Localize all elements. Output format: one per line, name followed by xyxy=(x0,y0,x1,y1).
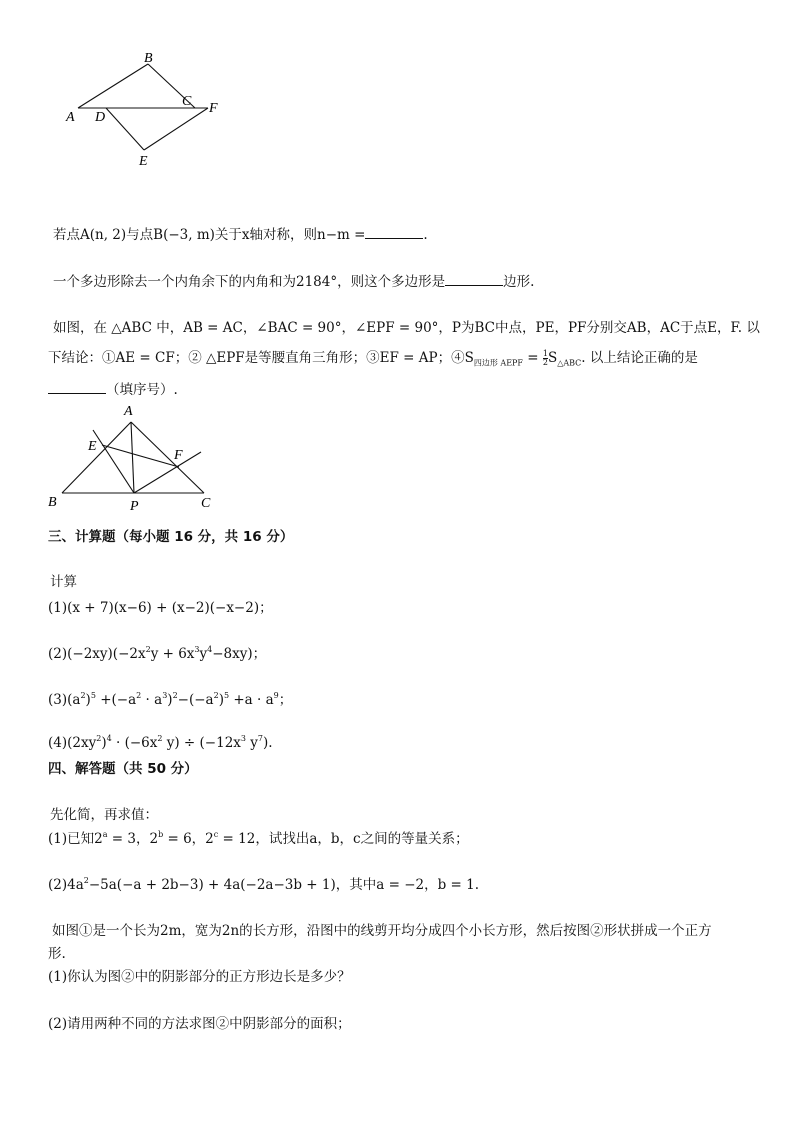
segment-de xyxy=(106,108,144,150)
exponent: 2 xyxy=(136,691,142,700)
exponent: 2 xyxy=(145,645,151,654)
label-a: A xyxy=(66,110,75,125)
text: · a xyxy=(141,692,163,708)
simplify-title: 先化简，再求值： xyxy=(50,807,158,823)
exponent: c xyxy=(213,830,219,839)
text: (1)已知2 xyxy=(48,831,103,847)
exponent: 2 xyxy=(157,734,163,743)
simplify-part-1 xyxy=(48,827,469,847)
segment-ef xyxy=(144,108,208,150)
text: ) xyxy=(101,735,107,751)
figure-isosceles-right-triangle xyxy=(44,400,224,515)
rectangle-question-part-1: (1)你认为图②中的阴影部分的正方形边长是多少？ xyxy=(48,969,351,985)
question-triangle-line-2 xyxy=(48,346,698,367)
text: y xyxy=(199,646,208,662)
exponent: a xyxy=(102,830,108,839)
label-c: C xyxy=(201,496,211,511)
area-symbol: S xyxy=(547,350,558,366)
exponent: 4 xyxy=(106,734,112,743)
question-polygon-end: 边形. xyxy=(503,274,535,290)
question-triangle-conclusions: 下结论：①AE = CF；② △EPF是等腰直角三角形；③EF = AP；④S xyxy=(48,350,474,366)
exponent: 3 xyxy=(162,691,168,700)
section-3-title: 三、计算题（每小题 16 分，共 16 分） xyxy=(48,529,294,545)
figure-1-svg xyxy=(60,48,230,173)
question-triangle-fill-hint: （填序号）. xyxy=(106,382,178,398)
text: ) xyxy=(85,692,91,708)
text: = 12，试找出a，b，c之间的等量关系； xyxy=(218,831,469,847)
text: (3)(a xyxy=(48,692,81,708)
label-a: A xyxy=(124,404,133,419)
exponent: 2 xyxy=(213,691,219,700)
text: = 6，2 xyxy=(163,831,214,847)
label-f: F xyxy=(174,448,183,463)
simplify-part-2 xyxy=(48,873,479,893)
question-symmetry xyxy=(53,223,428,243)
answer-blank xyxy=(445,273,503,286)
text: y xyxy=(246,735,258,751)
calc-part-2 xyxy=(48,642,266,662)
segment-ab xyxy=(78,64,148,108)
label-p: P xyxy=(130,499,139,514)
exponent: 3 xyxy=(240,734,246,743)
text: = 3，2 xyxy=(107,831,159,847)
rectangle-question-line-1: 如图①是一个长为2m，宽为2n的长方形，沿图中的线剪开均分成四个小长方形，然后按图②形状拼成一个正方 xyxy=(52,923,712,939)
text: (4)(2xy xyxy=(48,735,97,751)
label-b: B xyxy=(48,495,57,510)
text: +(−a xyxy=(95,692,137,708)
exponent: b xyxy=(158,830,164,839)
question-triangle-ask: . 以上结论正确的是 xyxy=(581,350,698,366)
section-4-title: 四、解答题（共 50 分） xyxy=(48,761,198,777)
text: y) ÷ (−12x xyxy=(162,735,241,751)
calc-part-3 xyxy=(48,688,292,708)
text: (2)4a xyxy=(48,877,84,893)
segment-ef xyxy=(102,445,179,467)
exponent: 2 xyxy=(96,734,102,743)
text: −8xy)； xyxy=(212,646,267,662)
text: ； xyxy=(278,692,293,708)
question-polygon xyxy=(53,270,534,290)
calc-part-1: (1)(x + 7)(x−6) + (x−2)(−x−2)； xyxy=(48,600,273,616)
exponent: 5 xyxy=(90,691,96,700)
question-triangle-line-3 xyxy=(48,378,178,398)
label-e: E xyxy=(139,154,148,169)
text: (2)(−2xy)(−2x xyxy=(48,646,146,662)
fraction-denominator: 2 xyxy=(542,358,548,367)
subscript-quadrilateral: 四边形 AEPF xyxy=(473,358,523,368)
exponent: 4 xyxy=(207,645,213,654)
label-d: D xyxy=(95,110,106,125)
fraction-numerator: 1 xyxy=(542,349,548,358)
exponent: 2 xyxy=(172,691,178,700)
text: y + 6x xyxy=(150,646,195,662)
exponent: 2 xyxy=(83,876,89,885)
answer-blank xyxy=(365,226,423,239)
text: −5a(−a + 2b−3) + 4a(−2a−3b + 1)，其中a = −2，b = 1. xyxy=(88,877,480,893)
exponent: 5 xyxy=(223,691,230,700)
segment-ab xyxy=(62,422,131,493)
exponent: 7 xyxy=(257,734,264,743)
segment-ap xyxy=(131,422,134,493)
label-e: E xyxy=(88,439,97,454)
text: ) xyxy=(167,692,173,708)
figure-parallelogram xyxy=(60,48,230,173)
question-symmetry-text: 若点A(n, 2)与点B(−3, m)关于x轴对称，则n−m = xyxy=(53,227,366,243)
calc-part-4 xyxy=(48,735,273,751)
rectangle-question-part-2: (2)请用两种不同的方法求图②中阴影部分的面积； xyxy=(48,1016,351,1032)
exponent: 9 xyxy=(273,691,279,700)
question-symmetry-end: . xyxy=(423,227,428,243)
equals-sign: = xyxy=(522,350,543,366)
subscript-triangle: △ABC xyxy=(557,358,582,368)
text: ). xyxy=(263,735,273,751)
text: ) xyxy=(218,692,224,708)
calc-title: 计算 xyxy=(50,574,77,590)
question-polygon-text: 一个多边形除去一个内角余下的内角和为2184°，则这个多边形是 xyxy=(53,274,446,290)
label-c: C xyxy=(182,94,192,109)
label-b: B xyxy=(144,51,153,66)
answer-blank xyxy=(48,381,106,394)
text: · (−6x xyxy=(111,735,158,751)
exponent: 2 xyxy=(80,691,86,700)
text: −(−a xyxy=(177,692,214,708)
label-f: F xyxy=(209,101,218,116)
figure-2-svg xyxy=(44,400,224,515)
rectangle-question-line-2: 形. xyxy=(48,946,66,962)
exponent: 3 xyxy=(194,645,200,654)
question-triangle-line-1: 如图，在 △ABC 中，AB = AC，∠BAC = 90°，∠EPF = 90°，P为BC中点，PE，PF分别交AB，AC于点E，F. 以 xyxy=(53,320,760,336)
text: +a · a xyxy=(229,692,274,708)
